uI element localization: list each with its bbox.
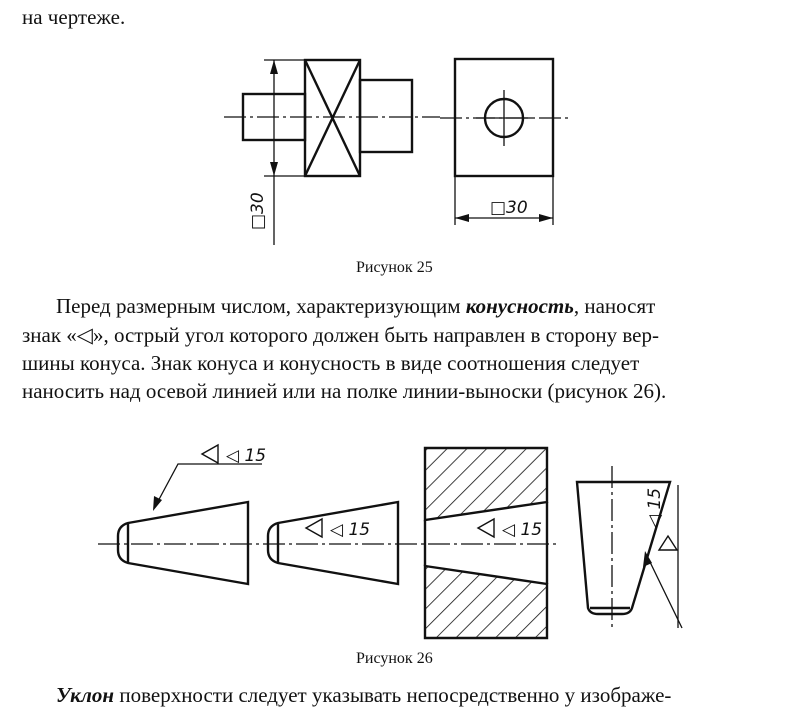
fig25-dim-right: □30	[490, 198, 528, 218]
para1-line3: шины конуса. Знак конуса и конусность в виде соотношения следует	[22, 351, 640, 375]
fig26-taper-label-3: ◁ 15	[502, 520, 543, 540]
fig26-taper-label-2: ◁ 15	[330, 520, 371, 540]
figure-26-drawing	[0, 420, 800, 650]
konusnost-term: конусность	[465, 294, 574, 318]
figure-26-caption: Рисунок 26	[356, 650, 433, 667]
fig26-cone-1	[118, 502, 248, 584]
para2-rest: поверхности следует указывать непосредственно у изображе-	[114, 683, 672, 707]
para1-line4: наносить над осевой линией или на полке линии-выноски (рисунок 26).	[22, 379, 667, 403]
fig25-right-shaft	[360, 80, 412, 152]
fig26-taper-label-4: ◁ 15	[645, 487, 665, 528]
para1-line1-before: Перед размерным числом, характеризующим	[56, 294, 466, 318]
fig26-cone-2	[268, 502, 398, 584]
figure-25-caption: Рисунок 25	[356, 259, 433, 276]
fig25-dim-left: □30	[248, 192, 268, 230]
para1-line2: знак «◁», острый угол которого должен быть направлен в сторону вер-	[22, 323, 659, 347]
uklon-term: Уклон	[56, 683, 115, 707]
top-text-line: на чертеже.	[22, 5, 126, 29]
para2-line1	[56, 682, 671, 708]
fig26-taper-label-1: ◁ 15	[226, 446, 267, 466]
para1-line1-after: , наносят	[573, 294, 656, 318]
para1-line1	[56, 293, 655, 319]
